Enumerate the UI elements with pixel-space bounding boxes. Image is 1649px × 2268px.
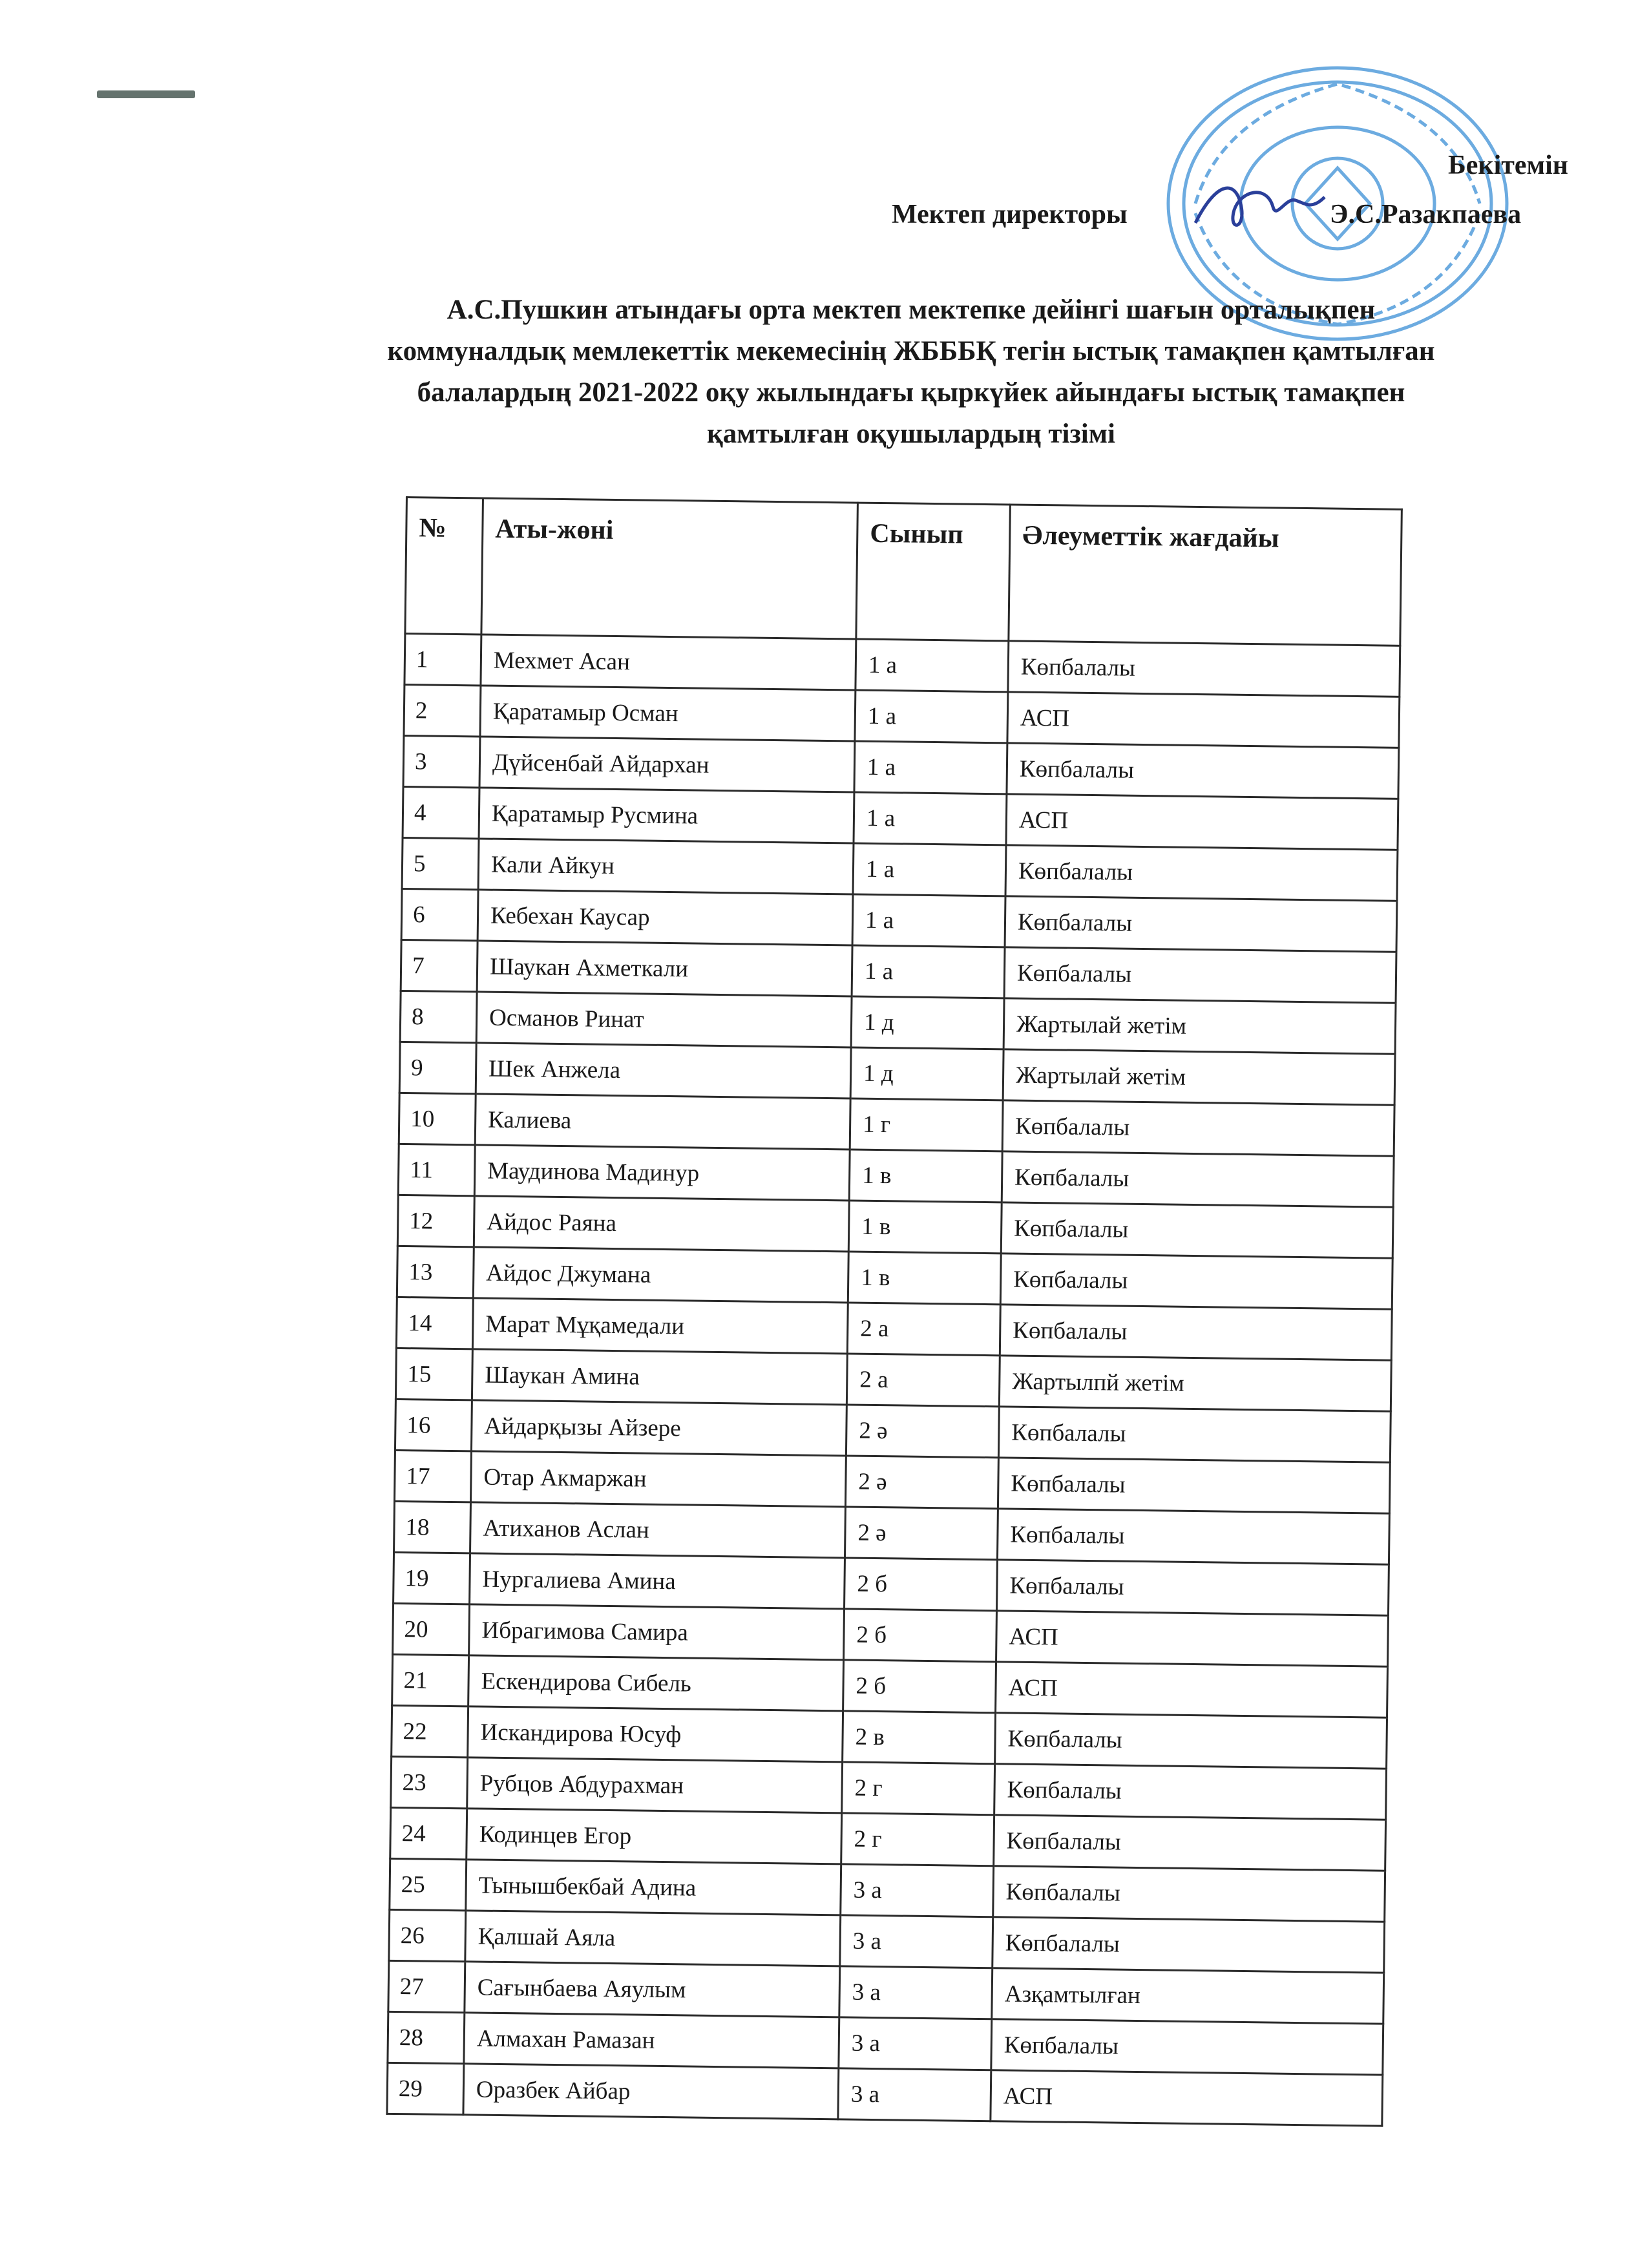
cell-social-status: Көпбалалы <box>993 1866 1385 1922</box>
cell-name: Османов Ринат <box>476 992 852 1047</box>
cell-class: 2 ә <box>845 1507 998 1560</box>
students-table <box>386 496 1402 2127</box>
cell-name: Алмахан Рамазан <box>464 2013 839 2068</box>
cell-name: Шаукан Ахметкали <box>477 941 852 996</box>
cell-social-status: Көпбалалы <box>1002 1151 1394 1207</box>
cell-class: 2 б <box>845 1558 998 1611</box>
cell-number: 29 <box>387 2063 464 2114</box>
cell-social-status: Көпбалалы <box>991 2019 1383 2075</box>
cell-social-status: Көпбалалы <box>1005 896 1397 952</box>
cell-social-status: Көпбалалы <box>1004 947 1396 1003</box>
cell-class: 1 д <box>850 1047 1003 1100</box>
cell-number: 18 <box>394 1501 471 1553</box>
cell-number: 11 <box>398 1144 475 1195</box>
cell-class: 1 г <box>850 1098 1003 1151</box>
cell-name: Дүйсенбай Айдархан <box>479 737 855 792</box>
cell-class: 2 г <box>841 1813 994 1866</box>
cell-class: 2 ә <box>845 1456 998 1509</box>
cell-name: Ескендирова Сибель <box>468 1655 844 1711</box>
cell-name: Нургалиева Амина <box>470 1553 845 1609</box>
cell-class: 3 а <box>838 2068 991 2121</box>
cell-name: Қаратамыр Осман <box>480 686 856 741</box>
cell-number: 14 <box>396 1297 473 1349</box>
cell-social-status: Жартылай жетім <box>1003 998 1396 1054</box>
cell-name: Отар Акмаржан <box>470 1451 846 1507</box>
cell-social-status: Көпбалалы <box>994 1815 1386 1871</box>
cell-number: 28 <box>388 2011 465 2063</box>
cell-number: 6 <box>401 888 478 940</box>
cell-name: Айдос Раяна <box>474 1196 849 1252</box>
cell-class: 2 ә <box>846 1405 999 1458</box>
cell-social-status: Көпбалалы <box>993 1917 1385 1973</box>
cell-number: 10 <box>399 1093 476 1144</box>
cell-name: Атиханов Аслан <box>470 1502 846 1558</box>
cell-number: 7 <box>401 940 478 991</box>
table-header-row <box>405 498 1402 646</box>
cell-name: Маудинова Мадинур <box>474 1145 850 1201</box>
cell-class: 1 а <box>852 894 1005 947</box>
cell-social-status: АСП <box>1006 794 1398 850</box>
cell-class: 1 в <box>848 1201 1002 1254</box>
cell-class: 1 в <box>849 1150 1002 1202</box>
header-class: Сынып <box>856 503 1011 641</box>
cell-number: 16 <box>395 1399 472 1451</box>
cell-social-status: Көпбалалы <box>1002 1100 1394 1156</box>
cell-social-status: АСП <box>996 1662 1388 1717</box>
cell-class: 2 б <box>844 1609 997 1662</box>
cell-name: Рубцов Абдурахман <box>467 1758 843 1813</box>
cell-class: 1 д <box>851 996 1004 1049</box>
cell-social-status: АСП <box>996 1611 1389 1666</box>
cell-name: Шек Анжела <box>476 1043 851 1098</box>
title-line-1: А.С.Пушкин атындағы орта мектеп мектепке дейінгі шағын орталықпен <box>446 295 1376 325</box>
cell-class: 1 а <box>855 690 1008 743</box>
cell-name: Оразбек Айбар <box>463 2064 839 2119</box>
cell-social-status: Көпбалалы <box>994 1764 1387 1820</box>
cell-number: 5 <box>402 837 479 889</box>
cell-number: 2 <box>404 684 481 736</box>
cell-class: 3 а <box>840 1915 993 1968</box>
cell-name: Сағынбаева Аяулым <box>465 1962 840 2017</box>
cell-name: Кодинцев Егор <box>467 1809 842 1864</box>
cell-social-status: Көпбалалы <box>1007 743 1399 799</box>
cell-name: Шаукан Амина <box>472 1349 847 1405</box>
cell-class: 3 а <box>839 1966 993 2019</box>
cell-number: 26 <box>389 1909 466 1961</box>
cell-number: 4 <box>403 786 479 838</box>
title-line-2: коммуналдық мемлекеттік мекемесінің ЖБББҚ тегін ыстық тамақпен қамтылған <box>387 336 1435 366</box>
cell-name: Ибрагимова Самира <box>469 1604 845 1660</box>
director-name: Э.С.Разакпаева <box>1330 200 1522 229</box>
cell-number: 24 <box>390 1807 467 1859</box>
cell-social-status: Көпбалалы <box>1001 1202 1393 1258</box>
cell-name: Тынышбекбай Адина <box>466 1860 841 1915</box>
cell-social-status: Көпбалалы <box>1005 845 1398 901</box>
cell-number: 12 <box>397 1195 474 1246</box>
cell-class: 2 в <box>843 1711 996 1764</box>
director-label: Мектеп директоры <box>892 200 1128 229</box>
cell-number: 17 <box>394 1450 471 1502</box>
cell-class: 1 а <box>854 741 1007 794</box>
cell-social-status: АСП <box>991 2070 1383 2126</box>
cell-name: Қаратамыр Русмина <box>479 788 854 843</box>
cell-class: 1 а <box>856 639 1009 692</box>
cell-class: 3 а <box>839 2017 992 2070</box>
cell-number: 19 <box>394 1552 470 1604</box>
cell-name: Калиева <box>475 1094 850 1150</box>
cell-number: 9 <box>399 1042 476 1093</box>
scan-mark <box>97 90 195 98</box>
cell-class: 2 а <box>847 1303 1000 1356</box>
cell-name: Мехмет Асан <box>481 635 856 690</box>
cell-number: 8 <box>400 991 477 1042</box>
cell-social-status: Көпбалалы <box>1008 641 1400 697</box>
cell-number: 3 <box>403 735 480 787</box>
cell-social-status: Көпбалалы <box>996 1560 1389 1615</box>
cell-number: 22 <box>392 1705 468 1757</box>
cell-class: 3 а <box>841 1864 994 1917</box>
cell-social-status: Көпбалалы <box>1000 1305 1392 1360</box>
cell-social-status: Жартылай жетім <box>1003 1049 1395 1105</box>
cell-social-status: Көпбалалы <box>995 1713 1387 1769</box>
header-social-status: Әлеуметтік жағдайы <box>1009 505 1402 646</box>
cell-class: 1 а <box>854 792 1007 845</box>
cell-class: 1 в <box>848 1252 1001 1305</box>
cell-number: 1 <box>404 634 481 686</box>
cell-social-status: Азқамтылған <box>992 1968 1384 2024</box>
cell-number: 20 <box>393 1603 470 1655</box>
header-number: № <box>405 498 483 635</box>
title-line-4: қамтылған оқушылардың тізімі <box>707 419 1115 449</box>
cell-number: 23 <box>391 1756 468 1808</box>
cell-social-status: Жартылпй жетім <box>999 1356 1391 1411</box>
cell-social-status: Көпбалалы <box>997 1509 1389 1564</box>
cell-class: 2 а <box>846 1354 1000 1407</box>
cell-number: 27 <box>388 1960 465 2012</box>
cell-class: 1 а <box>852 945 1005 998</box>
cell-name: Айдарқызы Айзере <box>471 1400 846 1456</box>
cell-social-status: Көпбалалы <box>998 1407 1391 1462</box>
cell-number: 13 <box>397 1246 474 1297</box>
cell-name: Кебехан Каусар <box>478 890 853 945</box>
cell-number: 21 <box>392 1654 469 1706</box>
cell-social-status: Көпбалалы <box>1000 1254 1392 1309</box>
cell-social-status: Көпбалалы <box>998 1458 1390 1513</box>
document-title <box>271 289 1551 455</box>
header-name: Аты-жөні <box>481 498 858 639</box>
title-line-3: балалардың 2021-2022 оқу жылындағы қыркүйек айындағы ыстық тамақпен <box>417 377 1405 408</box>
table-body <box>387 634 1400 2126</box>
cell-social-status: АСП <box>1007 692 1400 748</box>
cell-class: 1 а <box>853 843 1006 896</box>
cell-name: Қалшай Аяла <box>465 1911 841 1966</box>
cell-name: Искандирова Юсуф <box>468 1706 843 1762</box>
approve-label: Бекітемін <box>1447 151 1568 180</box>
director-signature <box>1189 171 1331 242</box>
cell-name: Кали Айкун <box>478 839 854 894</box>
cell-number: 15 <box>395 1348 472 1400</box>
cell-name: Марат Мұқамедали <box>472 1298 848 1354</box>
cell-class: 2 б <box>843 1660 996 1713</box>
cell-number: 25 <box>390 1858 467 1910</box>
cell-class: 2 г <box>842 1762 995 1815</box>
cell-name: Айдос Джумана <box>473 1247 848 1303</box>
